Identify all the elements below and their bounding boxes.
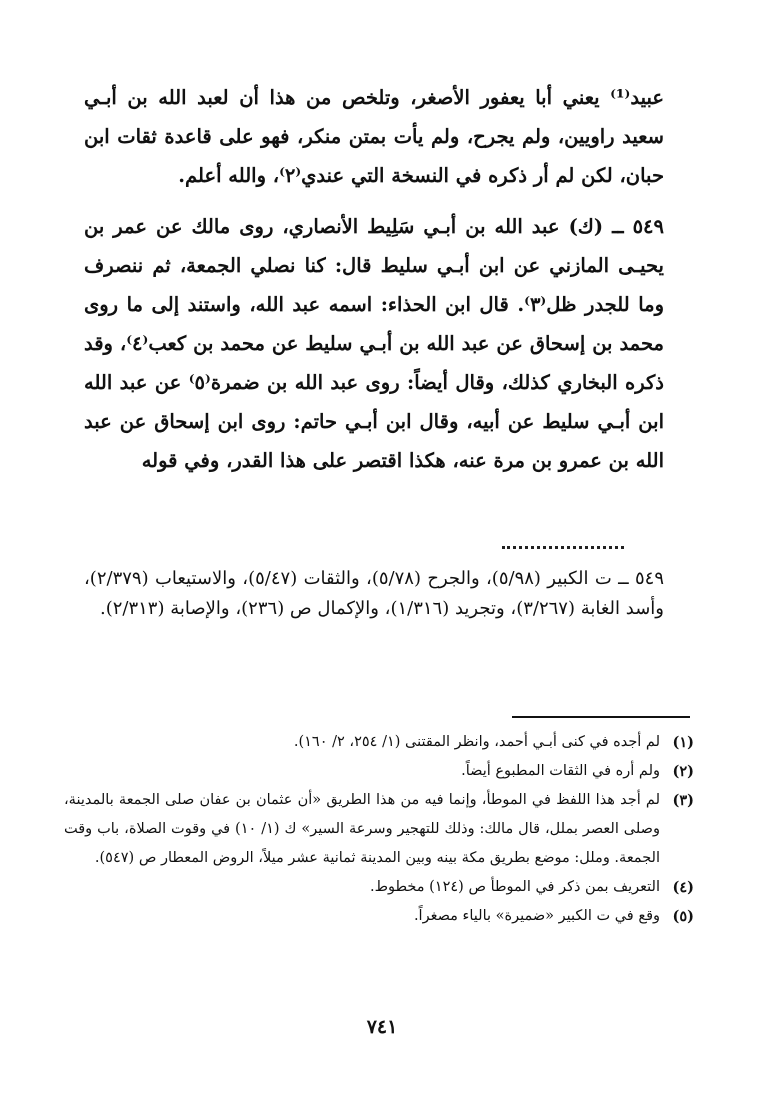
bibliography-note: ٥٤٩ ــ ت الكبير (٥/٩٨)، والجرح (٥/٧٨)، والثقات (٥/٤٧)، والاستيعاب (٢/٣٧٩)، وأسد الغابة (٣/٢٦٧)، وتجريد (١/٣١٦)، والإكمال ص (٢٣٦)، والإصابة (٢/٣١٣). bbox=[84, 568, 664, 619]
footnote-text: التعريف بمن ذكر في الموطأ ص (١٢٤) مخطوط. bbox=[370, 879, 660, 895]
footnote-number: (٤) bbox=[672, 879, 694, 896]
footnote-item bbox=[64, 902, 694, 931]
footnote-rule bbox=[512, 716, 690, 718]
paragraph-entry-549: ٥٤٩ ــ (ك) عبد الله بن أبـي سَلِيط الأنصاري، روى مالك عن عمر بن يحيـى المازني عن ابن أبـي سليط قال: كنا نصلي الجمعة، ثم ننصرف وما للجدر ظل⁽٣⁾. قال ابن الحذاء: اسمه عبد الله، واستند إلى ما روى محمد بن إسحاق عن عبد الله بن أبـي سليط عن محمد بن كعب⁽٤⁾، وقد ذكره البخاري كذلك، وقال أيضاً: روى عبد الله بن ضمرة⁽٥⁾ عن عبد الله ابن أبـي سليط عن أبيه، وقال ابن أبـي حاتم: روى ابن إسحاق عن عبد الله بن عمرو بن مرة عنه، هكذا اقتصر على هذا القدر، وفي قوله bbox=[84, 215, 664, 472]
footnote-item bbox=[64, 873, 694, 902]
footnote-item bbox=[64, 757, 694, 786]
footnotes bbox=[64, 728, 694, 931]
footnote-text: لم أجد هذا اللفظ في الموطأ، وإنما فيه من هذا الطريق «أن عثمان بن عفان صلى الجمعة بالمدينة، وصلى العصر بملل، قال مالك: وذلك للتهجير وسرعة السير» ك (١/ ١٠) في وقوت الصلاة، باب وقت الجمعة. وملل: موضع بطريق مكة بينه وبين المدينة ثمانية عشر ميلاً، الروض المعطار ص (٥٤٧). bbox=[64, 792, 660, 866]
paragraph-continuation: عبيد⁽¹⁾ يعني أبا يعفور الأصغر، وتلخص من هذا أن لعبد الله بن أبـي سعيد راويين، ولم يجرح، ولم يأت بمتن منكر، فهو على قاعدة ثقات ابن حبان، لكن لم أر ذكره في النسخة التي عندي⁽٢⁾، والله أعلم. bbox=[84, 86, 664, 187]
page-number: ٧٤١ bbox=[366, 1016, 398, 1038]
footnote-text: وقع في ت الكبير «ضميرة» بالياء مصغراً. bbox=[413, 908, 660, 924]
footnote-number: (٣) bbox=[672, 792, 694, 809]
footnote-number: (١) bbox=[672, 734, 694, 751]
footnote-text: لم أجده في كنى أبـي أحمد، وانظر المقتنى (١/ ٢٥٤، ٢/ ١٦٠). bbox=[293, 734, 660, 750]
footnote-number: (٢) bbox=[672, 763, 694, 780]
footnote-number: (٥) bbox=[672, 908, 694, 925]
footnote-item bbox=[64, 728, 694, 757]
footnote-item bbox=[64, 786, 694, 873]
footnote-text: ولم أره في الثقات المطبوع أيضاً. bbox=[461, 763, 660, 779]
dotted-separator bbox=[502, 546, 624, 549]
main-text bbox=[84, 78, 664, 480]
